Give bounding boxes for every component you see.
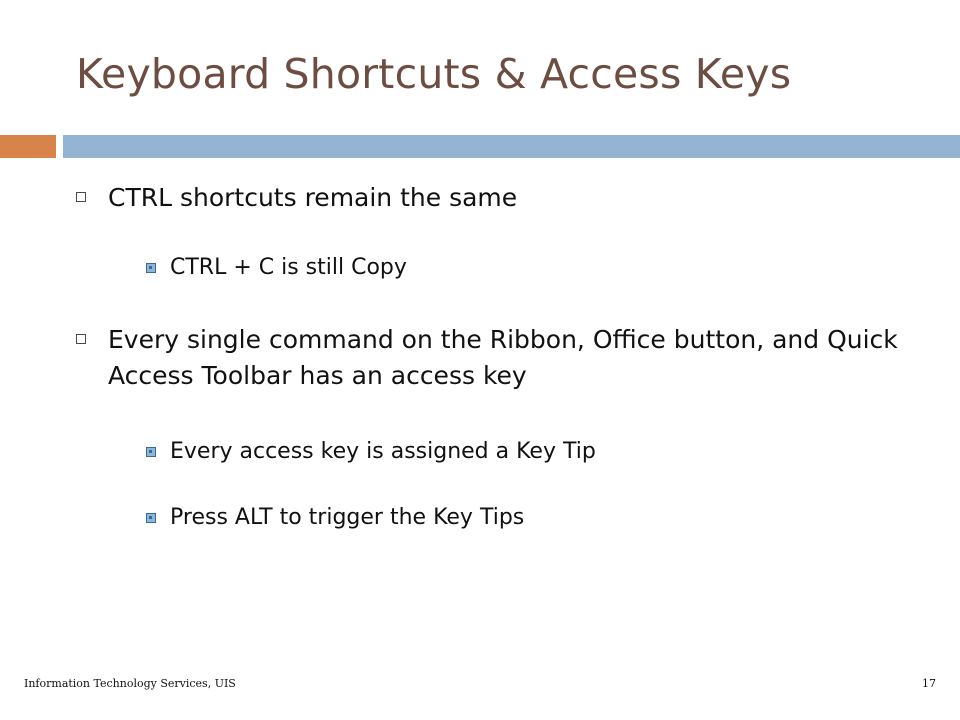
bullet-item-level1 <box>76 322 926 394</box>
bullet-text: Every access key is assigned a Key Tip <box>170 439 596 464</box>
bullet-text: CTRL shortcuts remain the same <box>108 183 518 212</box>
accent-bar-orange <box>0 135 56 158</box>
bullet-text: Every single command on the Ribbon, Office button, and Quick Access Toolbar has an access key <box>108 325 898 390</box>
hollow-square-icon <box>76 334 86 344</box>
accent-bar-blue <box>63 135 960 158</box>
filled-square-icon <box>146 263 156 273</box>
filled-square-icon <box>146 513 156 523</box>
bullet-item-level1 <box>76 180 926 216</box>
bullet-text: Press ALT to trigger the Key Tips <box>170 505 525 530</box>
bullet-text: CTRL + C is still Copy <box>170 255 407 280</box>
bullet-item-level2 <box>146 253 906 283</box>
bullet-item-level2 <box>146 437 906 467</box>
bullet-item-level2 <box>146 503 906 533</box>
footer-organization: Information Technology Services, UIS <box>24 677 236 690</box>
hollow-square-icon <box>76 192 86 202</box>
slide-title: Keyboard Shortcuts & Access Keys <box>76 50 792 98</box>
page-number: 17 <box>922 677 936 690</box>
filled-square-icon <box>146 447 156 457</box>
